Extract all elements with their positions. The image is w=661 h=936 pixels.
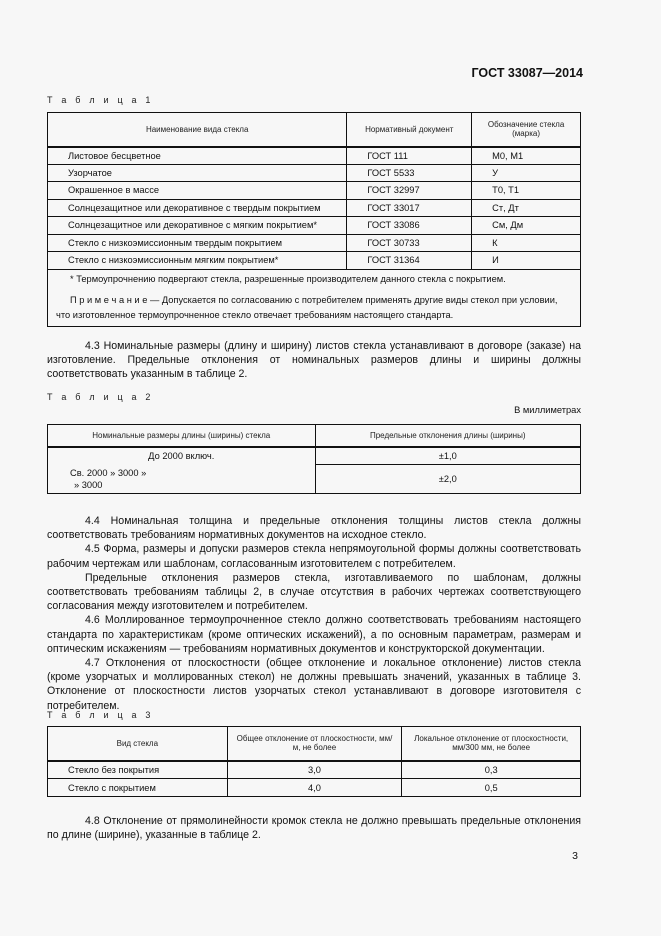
table2-header-size: Номинальные размеры длины (ширины) стекла [48,425,316,447]
paragraph-4-5: 4.5 Форма, размеры и допуски размеров стекла непрямоугольной формы должны соответствовать рабочим чертежам или шаблонам, согласованным изготовителем с потребителем. [47,543,581,570]
paragraphs-4-4-to-4-7 [47,514,581,713]
table1-note [56,293,572,323]
paragraph-4-4: 4.4 Номинальная толщина и предельные отклонения толщины листов стекла должны соответствовать требованиям нормативных документов на исходное стекло. [47,515,581,542]
table-row: Стекло с низкоэмиссионным твердым покрытием ГОСТ 30733 К [48,234,581,252]
table1-footnote: * Термоупрочнению подвергают стекла, разрешенные производителем данного стекла с покрытием. [70,273,506,284]
table2 [47,424,581,494]
table3-header-overall: Общее отклонение от плоскостности, мм/м, не более [227,727,402,761]
table-row: Стекло с низкоэмиссионным мягким покрытием* ГОСТ 31364 И [48,252,581,270]
table3-header-local: Локальное отклонение от плоскостности, мм/300 мм, не более [402,727,581,761]
table-row: Солнцезащитное или декоративное с твердым покрытием ГОСТ 33017 Сᴛ, Дᴛ [48,199,581,217]
table1-caption: Т а б л и ц а 1 [47,95,154,105]
standard-header: ГОСТ 33087—2014 [471,66,583,80]
table-row: Солнцезащитное или декоративное с мягким покрытием* ГОСТ 33086 Сᴍ, Дᴍ [48,217,581,235]
table1-header-name: Наименование вида стекла [48,113,347,147]
note-label: П р и м е ч а н и е [70,294,148,305]
table1-notes [48,269,581,326]
note-text: — Допускается по согласованию с потребителем применять другие виды стекол при условии, что изготовленное термоупрочненное стекло отвечает требованиям настоящего стандарта. [56,294,558,320]
table2-units: В миллиметрах [514,405,581,415]
table2-tol-2: ±2,0 [315,465,581,494]
paragraph-4-3: 4.3 Номинальные размеры (длину и ширину) листов стекла устанавливают в договоре (заказе) на изготовление. Предельные отклонения от номинальных размеров длины и ширины должны соответствовать указанным в таблице 2. [47,340,581,381]
table3 [47,726,581,797]
table2-header-tolerance: Предельные отклонения длины (ширины) [315,425,581,447]
table-row: Стекло с покрытием 4,0 0,5 [48,779,581,797]
page-number: 3 [572,850,578,862]
table-row: Окрашенное в массе ГОСТ 32997 Т0, Т1 [48,182,581,200]
paragraph-4-7: 4.7 Отклонения от плоскостности (общее отклонение и локальное отклонение) листов стекла (кроме узорчатых и моллированных стекол) не должны превышать значений, указанных в таблице 3. Отклонение от плоскостности листов узорчатых стекол устанавливают в договоре изготовителя с потребителем. [47,657,581,712]
table2-tol-1: ±1,0 [315,447,581,465]
paragraph-4-8: 4.8 Отклонение от прямолинейности кромок стекла не должно превышать предельные отклонения по длине (ширине), указанные в таблице 2. [47,815,581,842]
table1-header-doc: Нормативный документ [347,113,472,147]
table3-header-type: Вид стекла [48,727,228,761]
table-row: Листовое бесцветное ГОСТ 111 М0, М1 [48,147,581,165]
table3-caption: Т а б л и ц а 3 [47,710,154,720]
table-row: Узорчатое ГОСТ 5533 У [48,164,581,182]
table-row: Стекло без покрытия 3,0 0,3 [48,761,581,779]
table1-header-mark: Обозначение стекла (марка) [472,113,581,147]
table2-size-2: Св. 2000 » 3000 » » 3000 [48,465,316,494]
table1 [47,112,581,327]
paragraph-4-5-cont: Предельные отклонения размеров стекла, изготавливаемого по шаблонам, должны соответствовать требованиям таблицы 2, в случае отсутствия в рабочих чертежах соответствующего согласования между изготовителем и потребителем. [47,571,581,613]
table2-size-1: До 2000 включ. [48,447,316,465]
table2-caption: Т а б л и ц а 2 [47,392,154,402]
paragraph-4-6: 4.6 Моллированное термоупрочненное стекло должно соответствовать требованиям настоящего стандарта по характеристикам (кроме оптических искажений), а по основным параметрам, размерам и оптическим искажениям — требованиям нормативных документов и конструкторской документации. [47,614,581,655]
